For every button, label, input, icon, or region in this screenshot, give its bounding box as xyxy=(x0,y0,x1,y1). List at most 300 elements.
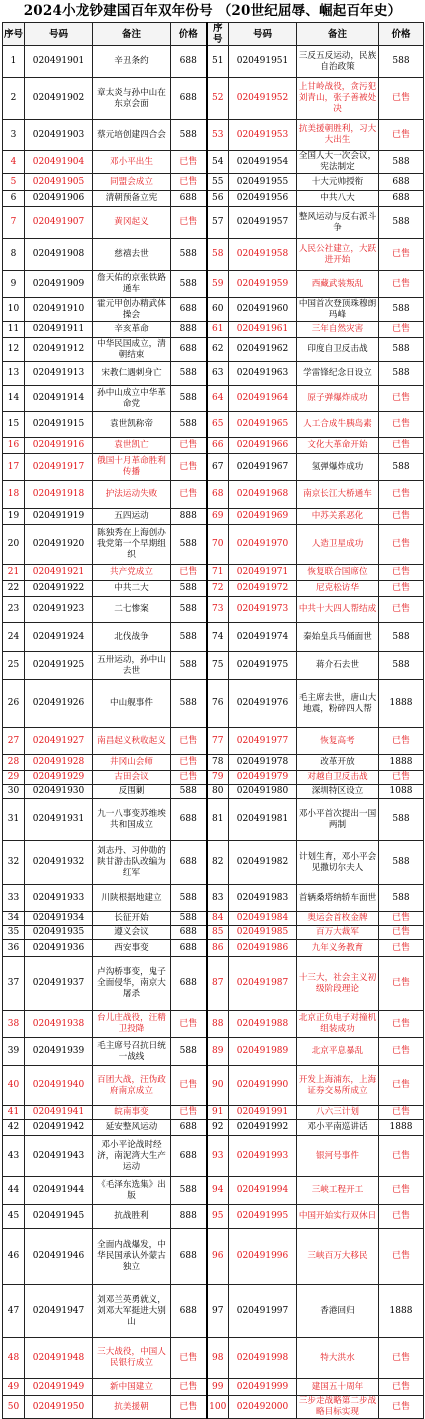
left-code-cell: 020491901 xyxy=(25,46,93,78)
left-code-cell: 020491911 xyxy=(25,322,93,338)
right-serial-cell: 73 xyxy=(207,597,229,623)
left-code-cell: 020491934 xyxy=(25,912,93,926)
left-price-cell: 588 xyxy=(171,525,207,565)
left-price-cell: 已售 xyxy=(171,1379,207,1396)
right-note-cell: 三年自然灾害 xyxy=(297,322,379,338)
left-price-cell: 已售 xyxy=(171,1011,207,1038)
right-note-cell: 三峡工程开工 xyxy=(297,1177,379,1205)
left-price-cell: 688 xyxy=(171,191,207,207)
left-price-cell: 已售 xyxy=(171,565,207,581)
right-price-cell: 已售 xyxy=(379,322,424,338)
right-serial-cell: 79 xyxy=(207,771,229,785)
left-code-cell: 020491931 xyxy=(25,799,93,841)
left-code-cell: 020491945 xyxy=(25,1205,93,1229)
right-serial-cell: 95 xyxy=(207,1205,229,1229)
right-serial-cell: 77 xyxy=(207,728,229,755)
left-note-cell: 袁世凯亡 xyxy=(93,438,171,454)
left-code-cell: 020491919 xyxy=(25,509,93,525)
left-note-cell: 南昌起义秋收起义 xyxy=(93,728,171,755)
right-code-cell: 020491953 xyxy=(229,120,297,151)
left-price-cell: 688 xyxy=(171,78,207,120)
left-code-cell: 020491903 xyxy=(25,120,93,151)
table-row xyxy=(3,755,424,771)
right-code-cell: 020491956 xyxy=(229,191,297,207)
right-code-cell: 020491979 xyxy=(229,771,297,785)
right-serial-cell: 68 xyxy=(207,481,229,509)
left-price-cell: 588 xyxy=(171,1177,207,1205)
right-price-cell: 已售 xyxy=(379,120,424,151)
left-price-cell: 已售 xyxy=(171,1066,207,1106)
right-serial-cell: 90 xyxy=(207,1066,229,1106)
left-code-cell: 020491946 xyxy=(25,1229,93,1285)
right-serial-cell: 67 xyxy=(207,454,229,481)
right-code-cell: 020491977 xyxy=(229,728,297,755)
right-price-cell: 1888 xyxy=(379,1285,424,1338)
left-note-cell: 章太炎与孙中山在东京会面 xyxy=(93,78,171,120)
header-note-left: 备注 xyxy=(93,23,171,46)
right-serial-cell: 54 xyxy=(207,151,229,174)
right-note-cell: 印度自卫反击战 xyxy=(297,338,379,362)
table-row xyxy=(3,1066,424,1106)
right-code-cell: 020491962 xyxy=(229,338,297,362)
left-note-cell: 辛亥革命 xyxy=(93,322,171,338)
table-row xyxy=(3,1338,424,1379)
table-row xyxy=(3,239,424,271)
left-price-cell: 已售 xyxy=(171,481,207,509)
table-row xyxy=(3,1396,424,1419)
right-code-cell: 020491961 xyxy=(229,322,297,338)
right-note-cell: 秦始皇兵马俑面世 xyxy=(297,623,379,652)
header-price-right: 价格 xyxy=(379,23,424,46)
right-note-cell: 中苏关系恶化 xyxy=(297,509,379,525)
right-serial-cell: 60 xyxy=(207,298,229,322)
right-price-cell: 688 xyxy=(379,174,424,191)
left-price-cell: 已售 xyxy=(171,771,207,785)
right-price-cell: 已售 xyxy=(379,926,424,940)
right-price-cell: 1888 xyxy=(379,680,424,728)
right-serial-cell: 97 xyxy=(207,1285,229,1338)
right-price-cell: 已售 xyxy=(379,912,424,926)
right-code-cell: 020491999 xyxy=(229,1379,297,1396)
right-serial-cell: 70 xyxy=(207,525,229,565)
right-price-cell: 588 xyxy=(379,623,424,652)
right-price-cell: 已售 xyxy=(379,1379,424,1396)
right-price-cell: 已售 xyxy=(379,1229,424,1285)
left-price-cell: 已售 xyxy=(171,151,207,174)
right-note-cell: 恢复联合国席位 xyxy=(297,565,379,581)
table-row xyxy=(3,841,424,885)
right-code-cell: 020491965 xyxy=(229,412,297,438)
page-title: 2024小龙钞建国百年双年份号 （20世纪屈辱、崛起百年史） xyxy=(23,3,402,19)
left-serial-cell: 11 xyxy=(3,322,25,338)
left-price-cell: 588 xyxy=(171,652,207,680)
left-price-cell: 588 xyxy=(171,912,207,926)
left-serial-cell: 4 xyxy=(3,151,25,174)
right-price-cell: 588 xyxy=(379,151,424,174)
left-serial-cell: 19 xyxy=(3,509,25,525)
right-note-cell: 三反五反运动，民族自治政策 xyxy=(297,46,379,78)
table-row xyxy=(3,151,424,174)
right-code-cell: 020491988 xyxy=(229,1011,297,1038)
left-code-cell: 020491928 xyxy=(25,755,93,771)
right-note-cell: 开发上海浦东，上海证券交易所成立 xyxy=(297,1066,379,1106)
table-row xyxy=(3,386,424,412)
left-price-cell: 已售 xyxy=(171,1106,207,1120)
left-code-cell: 020491916 xyxy=(25,438,93,454)
right-note-cell: 特大洪水 xyxy=(297,1338,379,1379)
left-serial-cell: 34 xyxy=(3,912,25,926)
right-code-cell: 020491989 xyxy=(229,1038,297,1066)
right-serial-cell: 55 xyxy=(207,174,229,191)
right-code-cell: 020491955 xyxy=(229,174,297,191)
right-code-cell: 020491967 xyxy=(229,454,297,481)
right-price-cell: 已售 xyxy=(379,957,424,1011)
left-price-cell: 已售 xyxy=(171,438,207,454)
left-note-cell: 抗美援朝 xyxy=(93,1396,171,1419)
table-row xyxy=(3,1136,424,1177)
left-note-cell: 古田会议 xyxy=(93,771,171,785)
right-note-cell: 三峡百万大移民 xyxy=(297,1229,379,1285)
right-code-cell: 020491957 xyxy=(229,207,297,239)
left-serial-cell: 18 xyxy=(3,481,25,509)
right-price-cell: 1888 xyxy=(379,1120,424,1136)
left-price-cell: 688 xyxy=(171,940,207,957)
left-price-cell: 588 xyxy=(171,412,207,438)
right-code-cell: 020491966 xyxy=(229,438,297,454)
right-serial-cell: 91 xyxy=(207,1106,229,1120)
right-serial-cell: 63 xyxy=(207,362,229,386)
left-note-cell: 延安整风运动 xyxy=(93,1120,171,1136)
right-code-cell: 020491951 xyxy=(229,46,297,78)
left-serial-cell: 29 xyxy=(3,771,25,785)
left-serial-cell: 43 xyxy=(3,1136,25,1177)
right-price-cell: 已售 xyxy=(379,525,424,565)
right-serial-cell: 92 xyxy=(207,1120,229,1136)
left-serial-cell: 9 xyxy=(3,271,25,298)
left-code-cell: 020491921 xyxy=(25,565,93,581)
left-note-cell: 同盟会成立 xyxy=(93,174,171,191)
left-note-cell: 西安事变 xyxy=(93,940,171,957)
right-note-cell: 十大元帅授衔 xyxy=(297,174,379,191)
right-code-cell: 020491958 xyxy=(229,239,297,271)
left-note-cell: 慈禧去世 xyxy=(93,239,171,271)
right-serial-cell: 86 xyxy=(207,940,229,957)
right-note-cell: 整风运动与反右派斗争 xyxy=(297,207,379,239)
left-note-cell: 毛主席号召抗日统一战线 xyxy=(93,1038,171,1066)
right-note-cell: 学雷锋纪念日设立 xyxy=(297,362,379,386)
left-note-cell: 二七惨案 xyxy=(93,597,171,623)
table-row xyxy=(3,1038,424,1066)
right-price-cell: 588 xyxy=(379,885,424,912)
right-code-cell: 020491964 xyxy=(229,386,297,412)
left-code-cell: 020491905 xyxy=(25,174,93,191)
right-code-cell: 020491974 xyxy=(229,623,297,652)
left-price-cell: 688 xyxy=(171,841,207,885)
left-note-cell: 俄国十月革命胜利传播 xyxy=(93,454,171,481)
right-price-cell: 588 xyxy=(379,799,424,841)
left-serial-cell: 37 xyxy=(3,957,25,1011)
left-serial-cell: 25 xyxy=(3,652,25,680)
right-serial-cell: 74 xyxy=(207,623,229,652)
left-code-cell: 020491925 xyxy=(25,652,93,680)
left-serial-cell: 39 xyxy=(3,1038,25,1066)
left-code-cell: 020491909 xyxy=(25,271,93,298)
right-serial-cell: 84 xyxy=(207,912,229,926)
left-serial-cell: 45 xyxy=(3,1205,25,1229)
left-serial-cell: 13 xyxy=(3,362,25,386)
right-code-cell: 020491970 xyxy=(229,525,297,565)
table-row xyxy=(3,1011,424,1038)
left-code-cell: 020491950 xyxy=(25,1396,93,1419)
left-price-cell: 888 xyxy=(171,509,207,525)
right-price-cell: 已售 xyxy=(379,1338,424,1379)
right-price-cell: 已售 xyxy=(379,1106,424,1120)
right-price-cell: 已售 xyxy=(379,565,424,581)
left-code-cell: 020491908 xyxy=(25,239,93,271)
left-code-cell: 020491913 xyxy=(25,362,93,386)
left-serial-cell: 48 xyxy=(3,1338,25,1379)
right-note-cell: 百万大裁军 xyxy=(297,926,379,940)
right-note-cell: 三步走战略第二步战略目标实现 xyxy=(297,1396,379,1419)
right-serial-cell: 64 xyxy=(207,386,229,412)
left-note-cell: 遵义会议 xyxy=(93,926,171,940)
left-price-cell: 588 xyxy=(171,362,207,386)
right-price-cell: 已售 xyxy=(379,438,424,454)
right-serial-cell: 56 xyxy=(207,191,229,207)
right-note-cell: 对越自卫反击战 xyxy=(297,771,379,785)
left-note-cell: 台儿庄战役，汪精卫投降 xyxy=(93,1011,171,1038)
right-serial-cell: 99 xyxy=(207,1379,229,1396)
left-note-cell: 蔡元培创建四合会 xyxy=(93,120,171,151)
right-code-cell: 020491978 xyxy=(229,755,297,771)
table-row xyxy=(3,207,424,239)
left-price-cell: 已售 xyxy=(171,728,207,755)
left-code-cell: 020491941 xyxy=(25,1106,93,1120)
right-note-cell: 蒋介石去世 xyxy=(297,652,379,680)
right-note-cell: 尼克松访华 xyxy=(297,581,379,597)
right-serial-cell: 61 xyxy=(207,322,229,338)
right-note-cell: 深圳特区设立 xyxy=(297,785,379,799)
left-code-cell: 020491924 xyxy=(25,623,93,652)
right-price-cell: 已售 xyxy=(379,1205,424,1229)
left-serial-cell: 47 xyxy=(3,1285,25,1338)
right-price-cell: 已售 xyxy=(379,481,424,509)
right-price-cell: 588 xyxy=(379,454,424,481)
left-serial-cell: 27 xyxy=(3,728,25,755)
left-serial-cell: 32 xyxy=(3,841,25,885)
right-serial-cell: 62 xyxy=(207,338,229,362)
left-serial-cell: 49 xyxy=(3,1379,25,1396)
left-code-cell: 020491929 xyxy=(25,771,93,785)
table-row xyxy=(3,1177,424,1205)
right-note-cell: 人工合成牛胰岛素 xyxy=(297,412,379,438)
left-code-cell: 020491915 xyxy=(25,412,93,438)
table-row xyxy=(3,412,424,438)
left-code-cell: 020491938 xyxy=(25,1011,93,1038)
left-code-cell: 020491914 xyxy=(25,386,93,412)
right-code-cell: 020491986 xyxy=(229,940,297,957)
right-serial-cell: 76 xyxy=(207,680,229,728)
right-serial-cell: 94 xyxy=(207,1177,229,1205)
left-note-cell: 袁世凯称帝 xyxy=(93,412,171,438)
right-serial-cell: 98 xyxy=(207,1338,229,1379)
right-note-cell: 上甘岭战役，贪污犯刘青山，张子善被处决 xyxy=(297,78,379,120)
left-note-cell: 邓小平论战时经济，南泥湾大生产运动 xyxy=(93,1136,171,1177)
left-price-cell: 588 xyxy=(171,597,207,623)
right-serial-cell: 59 xyxy=(207,271,229,298)
left-note-cell: 邓小平出生 xyxy=(93,151,171,174)
right-serial-cell: 100 xyxy=(207,1396,229,1419)
left-serial-cell: 7 xyxy=(3,207,25,239)
left-price-cell: 688 xyxy=(171,1285,207,1338)
table-row xyxy=(3,454,424,481)
right-note-cell: 中国开始实行双休日 xyxy=(297,1205,379,1229)
left-code-cell: 020491926 xyxy=(25,680,93,728)
right-serial-cell: 52 xyxy=(207,78,229,120)
left-note-cell: 护法运动失败 xyxy=(93,481,171,509)
table-row xyxy=(3,623,424,652)
right-serial-cell: 75 xyxy=(207,652,229,680)
right-note-cell: 西藏武装叛乱 xyxy=(297,271,379,298)
left-code-cell: 020491917 xyxy=(25,454,93,481)
table-row xyxy=(3,1106,424,1120)
left-code-cell: 020491910 xyxy=(25,298,93,322)
left-serial-cell: 26 xyxy=(3,680,25,728)
right-serial-cell: 88 xyxy=(207,1011,229,1038)
left-serial-cell: 10 xyxy=(3,298,25,322)
right-serial-cell: 58 xyxy=(207,239,229,271)
left-note-cell: 霍元甲创办精武体操会 xyxy=(93,298,171,322)
left-note-cell: 反围剿 xyxy=(93,785,171,799)
table-row xyxy=(3,174,424,191)
left-serial-cell: 21 xyxy=(3,565,25,581)
right-price-cell: 已售 xyxy=(379,271,424,298)
left-serial-cell: 50 xyxy=(3,1396,25,1419)
left-price-cell: 688 xyxy=(171,957,207,1011)
left-code-cell: 020491902 xyxy=(25,78,93,120)
left-serial-cell: 38 xyxy=(3,1011,25,1038)
left-price-cell: 588 xyxy=(171,120,207,151)
left-price-cell: 688 xyxy=(171,298,207,322)
right-code-cell: 020491992 xyxy=(229,1120,297,1136)
left-code-cell: 020491943 xyxy=(25,1136,93,1177)
right-serial-cell: 96 xyxy=(207,1229,229,1285)
right-note-cell: 毛主席去世，唐山大地震，粉碎四人帮 xyxy=(297,680,379,728)
right-code-cell: 020491984 xyxy=(229,912,297,926)
right-serial-cell: 78 xyxy=(207,755,229,771)
right-price-cell: 已售 xyxy=(379,239,424,271)
right-note-cell: 首辆桑塔纳轿车面世 xyxy=(297,885,379,912)
left-serial-cell: 40 xyxy=(3,1066,25,1106)
left-serial-cell: 1 xyxy=(3,46,25,78)
right-code-cell: 020491954 xyxy=(229,151,297,174)
right-code-cell: 020491981 xyxy=(229,799,297,841)
right-price-cell: 1088 xyxy=(379,785,424,799)
left-price-cell: 888 xyxy=(171,1205,207,1229)
left-code-cell: 020491907 xyxy=(25,207,93,239)
right-note-cell: 香港回归 xyxy=(297,1285,379,1338)
table-row xyxy=(3,525,424,565)
right-note-cell: 人民公社建立，大跃进开始 xyxy=(297,239,379,271)
right-code-cell: 020492000 xyxy=(229,1396,297,1419)
right-code-cell: 020491990 xyxy=(229,1066,297,1106)
table-row xyxy=(3,362,424,386)
left-code-cell: 020491939 xyxy=(25,1038,93,1066)
left-note-cell: 中共二大 xyxy=(93,581,171,597)
left-serial-cell: 31 xyxy=(3,799,25,841)
left-note-cell: 辛丑条约 xyxy=(93,46,171,78)
right-code-cell: 020491998 xyxy=(229,1338,297,1379)
left-serial-cell: 33 xyxy=(3,885,25,912)
left-price-cell: 688 xyxy=(171,799,207,841)
left-serial-cell: 36 xyxy=(3,940,25,957)
header-no-right: 序号 xyxy=(207,23,229,46)
right-price-cell: 已售 xyxy=(379,771,424,785)
left-serial-cell: 20 xyxy=(3,525,25,565)
price-table xyxy=(2,22,424,1419)
right-serial-cell: 80 xyxy=(207,785,229,799)
table-row xyxy=(3,271,424,298)
right-code-cell: 020491980 xyxy=(229,785,297,799)
left-price-cell: 已售 xyxy=(171,755,207,771)
right-note-cell: 中国首次登顶珠穆朗玛峰 xyxy=(297,298,379,322)
left-serial-cell: 30 xyxy=(3,785,25,799)
right-price-cell: 588 xyxy=(379,46,424,78)
right-price-cell: 已售 xyxy=(379,509,424,525)
left-serial-cell: 28 xyxy=(3,755,25,771)
right-note-cell: 中共八大 xyxy=(297,191,379,207)
right-code-cell: 020491996 xyxy=(229,1229,297,1285)
left-code-cell: 020491904 xyxy=(25,151,93,174)
left-note-cell: 清朝预备立宪 xyxy=(93,191,171,207)
right-note-cell: 邓小平首次提出一国两制 xyxy=(297,799,379,841)
table-row xyxy=(3,322,424,338)
left-price-cell: 588 xyxy=(171,386,207,412)
left-note-cell: 川陕根据地建立 xyxy=(93,885,171,912)
left-code-cell: 020491947 xyxy=(25,1285,93,1338)
table-row xyxy=(3,771,424,785)
left-price-cell: 688 xyxy=(171,1120,207,1136)
right-code-cell: 020491971 xyxy=(229,565,297,581)
left-price-cell: 588 xyxy=(171,785,207,799)
left-code-cell: 020491906 xyxy=(25,191,93,207)
table-row xyxy=(3,46,424,78)
left-price-cell: 588 xyxy=(171,680,207,728)
right-price-cell: 已售 xyxy=(379,597,424,623)
table-row xyxy=(3,298,424,322)
right-code-cell: 020491960 xyxy=(229,298,297,322)
left-note-cell: 中华民国成立，清朝结束 xyxy=(93,338,171,362)
left-note-cell: 五四运动 xyxy=(93,509,171,525)
left-note-cell: 中山舰事件 xyxy=(93,680,171,728)
right-serial-cell: 69 xyxy=(207,509,229,525)
table-row xyxy=(3,565,424,581)
header-code-right: 号码 xyxy=(229,23,297,46)
right-price-cell: 已售 xyxy=(379,1011,424,1038)
table-row xyxy=(3,597,424,623)
right-note-cell: 全国人大一次会议，宪法制定 xyxy=(297,151,379,174)
right-price-cell: 已售 xyxy=(379,386,424,412)
left-price-cell: 588 xyxy=(171,623,207,652)
left-serial-cell: 46 xyxy=(3,1229,25,1285)
right-serial-cell: 57 xyxy=(207,207,229,239)
right-price-cell: 688 xyxy=(379,191,424,207)
table-row xyxy=(3,912,424,926)
left-price-cell: 688 xyxy=(171,338,207,362)
right-serial-cell: 66 xyxy=(207,438,229,454)
left-price-cell: 已售 xyxy=(171,1338,207,1379)
left-note-cell: 三大战役，中国人民银行成立 xyxy=(93,1338,171,1379)
